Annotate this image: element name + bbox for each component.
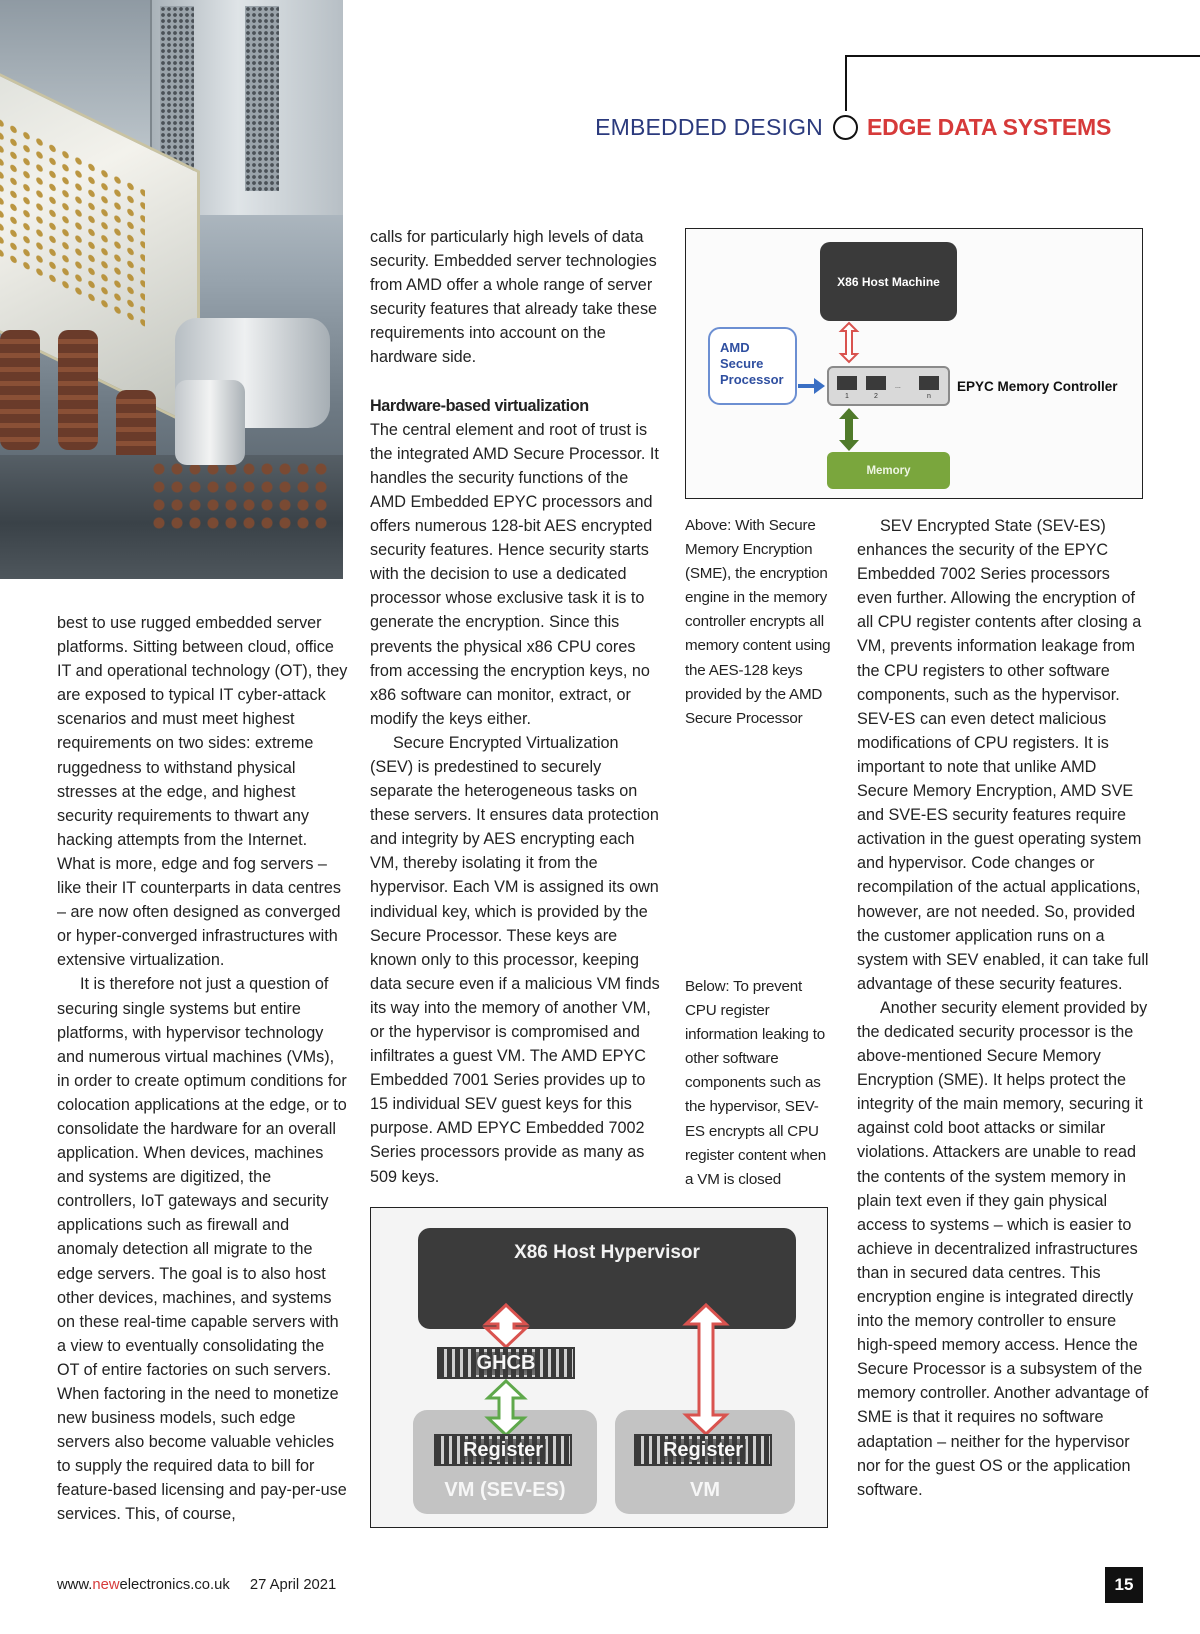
text-column-1 (57, 611, 349, 1527)
text-column-4 (857, 514, 1149, 1502)
url-suffix: electronics.co.uk (119, 1577, 230, 1593)
key-slot (866, 376, 886, 390)
host-machine-box: X86 Host Machine (820, 242, 957, 321)
slot-number: 1 (845, 393, 849, 400)
key-slot (919, 376, 939, 390)
page-number: 15 (1105, 1567, 1143, 1603)
register-bar (634, 1434, 772, 1466)
photo-base (0, 455, 343, 579)
memory-controller-box (827, 366, 950, 406)
paragraph: The central element and root of trust is the integrated AMD Secure Processor. It handles the security functions of the AMD Embedded EPYC processors and offers numerous 128-bit AES encrypted security features. Hence security starts with the decision to use a dedicated processor whose exclusive task it is to generate the encryption. Since this prevents the physical x86 CPU cores from accessing the encryption keys, no x86 software can monitor, extract, or modify the keys either. (370, 420, 659, 728)
amd-secure-processor-box (708, 327, 797, 405)
photo-insulator (0, 330, 40, 450)
amd-label-line: Processor (720, 372, 784, 387)
ghcb-bar (437, 1347, 575, 1379)
slot-number: 2 (874, 393, 878, 400)
double-arrow-hypervisor-register (686, 1305, 726, 1434)
double-arrow-controller-memory (839, 408, 859, 451)
header-rule-vertical (845, 57, 847, 111)
topic-label: EDGE DATA SYSTEMS (867, 114, 1112, 140)
section-heading: Hardware-based virtualization (370, 396, 589, 415)
double-arrow-hypervisor-ghcb (486, 1305, 526, 1347)
sev-es-diagram (370, 1207, 828, 1528)
memory-box: Memory (827, 452, 950, 489)
sme-diagram (685, 228, 1143, 499)
paragraph: calls for particularly high levels of data security. Embedded server technologies from AMD offer a whole range of server security features that already take these requirements into account on the hardware side. (370, 228, 658, 367)
section-label: EMBEDDED DESIGN (595, 114, 823, 140)
paragraph: Another security element provided by the dedicated security processor is the above-mentioned Secure Memory Encryption (SME). It helps protect the integrity of the main memory, securing it against cold boot attacks or similar violations. Attackers are unable to read the contents of the system memory in plain text even if they gain physical access to systems – which is easier to achieve in decentralized infrastructures than in secured data centres. This encryption engine is integrated directly into the memory controller to ensure high-speed memory access. Hence the Secure Processor is a subsystem of the memory controller. Another advantage of SME is that it requires no software adaptation – neither for the hypervisor nor for the guest OS or the application software. (857, 998, 1149, 1499)
register-label: Register (660, 1439, 746, 1462)
arrow-amd-to-controller (798, 378, 825, 394)
amd-label-line: AMD (720, 340, 750, 355)
header-rule-horizontal (845, 55, 1200, 57)
photo-tank (175, 380, 245, 465)
paragraph: Secure Encrypted Virtualization (SEV) is predestined to securely separate the heterogeneous tasks on these servers. It ensures data protection and integrity by AES encrypting each VM, thereby isolating it from the hypervisor. Each VM is assigned its own individual key, which is provided by the Secure Processor. These keys are known only to this processor, keeping data secure even if a malicious VM finds its way into the memory of another VM, or the hypervisor is compromised and infiltrates a guest VM. The AMD EPYC Embedded 7001 Series provides up to 15 individual SEV guest keys for this purpose. AMD EPYC Embedded 7002 Series processors provide as many as 509 keys. (370, 733, 660, 1186)
slot-ellipsis: ... (895, 383, 901, 390)
paragraph: SEV Encrypted State (SEV-ES) enhances the security of the EPYC Embedded 7002 Series processors even further. Allowing the encryption of all CPU register contents after closing a VM, prevents information leakage from the CPU registers to other software components, such as the hypervisor. SEV-ES can even detect malicious modifications of CPU registers. It is important to note that unlike AMD Secure Memory Encryption, AMD SVE and SVE-ES security features require activation in the guest operating system and hypervisor. Code changes or recompilation of the actual applications, however, are not needed. So, provided the customer application runs on a system with SEV enabled, it can take full advantage of these security features. (857, 517, 1149, 993)
footer-url[interactable] (57, 1577, 230, 1593)
key-slot (837, 376, 857, 390)
paragraph: It is therefore not just a question of securing single systems but entire platforms, with hypervisor technology and numerous virtual machines (VMs), in order to create optimum conditions for colocation applications at the edge, or to consolidate the hardware for an overall application. When devices, machines and systems are digitized, the controllers, IoT gateways and security applications such as firewall and anomaly detection all migrate to the edge servers. The goal is to also host other devices, machines, and systems on these real-time capable servers with a view to eventually consolidating the OT of entire factories on such servers. When factoring in the need to monetize new business models, such edge servers also become valuable vehicles to supply the required data to bill for feature-based licensing and pay-per-use services. This, of course, (57, 975, 347, 1524)
double-arrow-ghcb-register (488, 1381, 524, 1435)
text-column-2 (370, 225, 662, 1189)
register-bar (434, 1434, 572, 1466)
figure-caption-below: Below: To prevent CPU register information leaking to other software components such as the hypervisor, SEV-ES encrypts all CPU register content when a VM is closed (685, 978, 827, 1188)
url-accent: new (92, 1577, 120, 1593)
vm-sev-es-label: VM (SEV-ES) (444, 1479, 566, 1501)
amd-label-line: Secure (720, 356, 764, 371)
paragraph: best to use rugged embedded server platforms. Sitting between cloud, office IT and operational technology (OT), they are exposed to typical IT cyber-attack scenarios and must meet highest requirements on two sides: extreme ruggedness to withstand physical stresses at the edge, and highest security requirements to thwart any hacking attempts from the Internet. What is more, edge and fog servers – like their IT counterparts in data centres – are now often designed as converged or hyper-converged infrastructures with extensive virtualization. (57, 614, 348, 970)
host-hypervisor-box: X86 Host Hypervisor (418, 1228, 796, 1329)
header-circle-icon (833, 115, 858, 140)
industrial-equipment-photo (0, 0, 343, 579)
memory-controller-label: EPYC Memory Controller (957, 379, 1118, 394)
photo-vent (245, 6, 279, 191)
double-arrow-host-controller (841, 323, 857, 362)
footer (57, 1577, 336, 1593)
issue-date: 27 April 2021 (249, 1577, 337, 1593)
ghcb-label: GHCB (474, 1352, 539, 1375)
slot-number: n (927, 393, 931, 400)
url-prefix: www. (57, 1577, 93, 1593)
figure-caption-above: Above: With Secure Memory Encryption (SME), the encryption engine in the memory controller encrypts all memory content using the AES-128 keys provided by the AMD Secure Processor (685, 517, 831, 727)
vm-label: VM (690, 1479, 720, 1501)
register-label: Register (460, 1439, 546, 1462)
photo-insulator (58, 330, 98, 450)
